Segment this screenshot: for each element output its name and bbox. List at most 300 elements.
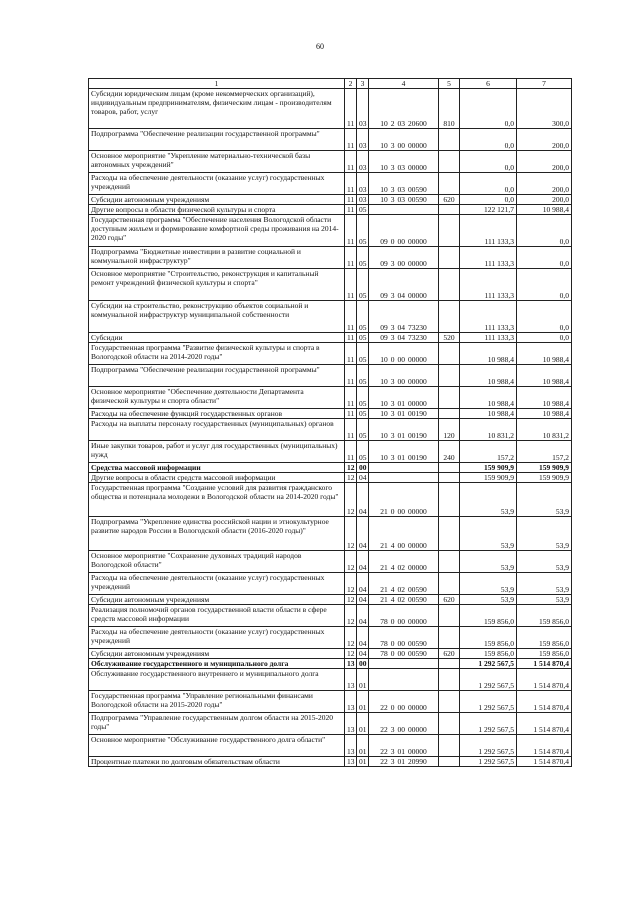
expense-type-code: 620 [439,649,460,659]
code-part: 10 [380,195,388,204]
amount-year-1: 0,0 [460,195,517,205]
row-name: Государственная программа "Развитие физической культуры и спорта в Вологодской области на 2014-2020 годы" [89,343,345,365]
table-row [89,205,572,215]
target-article-code [369,605,439,627]
code-part: 09 [380,291,388,300]
target-article-code [369,473,439,483]
amount-year-2: 1 514 870,4 [517,691,572,713]
code-part: 00 [397,377,405,386]
code-part: 02 [397,563,405,572]
code-part: 78 [380,649,388,658]
subsection-code: 05 [357,205,369,215]
target-article-code [369,669,439,691]
code-part: 0 [390,703,395,712]
section-code: 13 [345,713,357,735]
subsection-code: 05 [357,419,369,441]
amount-year-1: 1 292 567,5 [460,669,517,691]
amount-year-1: 111 133,3 [460,247,517,269]
expense-type-code: 520 [439,333,460,343]
expense-type-code [439,605,460,627]
code-part: 03 [397,185,405,194]
subsection-code: 04 [357,627,369,649]
section-code: 13 [345,735,357,757]
target-article-code [369,387,439,409]
row-name: Средства массовой информации [89,463,345,473]
expense-type-code [439,269,460,301]
subsection-code: 05 [357,343,369,365]
amount-year-2: 53,9 [517,595,572,605]
row-name: Государственная программа "Создание условий для развития гражданского общества и потенциала молодежи в Вологодской области на 2014-2020 годы" [89,483,345,517]
amount-year-2: 1 514 870,4 [517,713,572,735]
code-part: 04 [397,291,405,300]
row-name: Основное мероприятие "Укрепление материально-технической базы автономных учреждений" [89,151,345,173]
row-name: Подпрограмма "Укрепление единства российской нации и этнокультурное развитие народов России в Вологодской области (2016-2020 годы)" [89,517,345,551]
code-part: 00590 [408,585,427,594]
code-part: 10 [380,453,388,462]
code-part: 09 [380,259,388,268]
row-name: Расходы на обеспечение деятельности (оказание услуг) государственных учреждений [89,173,345,195]
code-part: 00000 [408,399,427,408]
code-part: 00000 [408,377,427,386]
table-row [89,483,572,517]
subsection-code: 05 [357,301,369,333]
code-part: 00 [397,141,405,150]
code-part: 21 [380,585,388,594]
section-code: 12 [345,573,357,595]
expense-type-code [439,129,460,151]
code-part: 0 [390,355,395,364]
code-part: 3 [390,431,395,440]
subsection-code: 01 [357,757,369,767]
code-part: 01 [397,431,405,440]
section-code: 11 [345,215,357,247]
code-part: 00000 [408,747,427,756]
code-part: 01 [397,399,405,408]
expense-type-code [439,517,460,551]
amount-year-1: 157,2 [460,441,517,463]
code-part: 00000 [408,541,427,550]
row-name: Субсидии на строительство, реконструкцию объектов социальной и коммунальной инфраструктур муниципальной собственности [89,301,345,333]
expense-type-code: 240 [439,441,460,463]
column-header: 5 [439,79,460,89]
expense-type-code: 120 [439,419,460,441]
section-code: 11 [345,89,357,129]
table-row [89,89,572,129]
code-part: 00590 [408,195,427,204]
code-part: 00190 [408,431,427,440]
code-part: 4 [390,595,395,604]
row-name: Иные закупки товаров, работ и услуг для государственных (муниципальных) нужд [89,441,345,463]
table-row [89,659,572,669]
row-name: Субсидии автономным учреждениям [89,649,345,659]
target-article-code [369,173,439,195]
subsection-code: 04 [357,605,369,627]
target-article-code [369,713,439,735]
code-part: 22 [380,703,388,712]
code-part: 21 [380,541,388,550]
code-part: 00590 [408,185,427,194]
subsection-code: 05 [357,409,369,419]
code-part: 22 [380,725,388,734]
amount-year-1: 159 856,0 [460,605,517,627]
code-part: 00 [397,507,405,516]
table-row [89,441,572,463]
expense-type-code [439,173,460,195]
amount-year-2: 0,0 [517,269,572,301]
target-article-code [369,551,439,573]
code-part: 00000 [408,237,427,246]
section-code: 11 [345,333,357,343]
code-part: 00 [397,649,405,658]
code-part: 22 [380,747,388,756]
amount-year-2: 159 909,9 [517,473,572,483]
code-part: 21 [380,563,388,572]
code-part: 10 [380,185,388,194]
section-code: 12 [345,473,357,483]
amount-year-1: 1 292 567,5 [460,691,517,713]
code-part: 00 [397,725,405,734]
row-name: Подпрограмма "Управление государственным долгом области на 2015-2020 годы" [89,713,345,735]
budget-table [88,78,572,767]
amount-year-1: 1 292 567,5 [460,735,517,757]
table-row [89,301,572,333]
code-part: 04 [397,323,405,332]
row-name: Расходы на обеспечение деятельности (оказание услуг) государственных учреждений [89,627,345,649]
subsection-code: 05 [357,333,369,343]
row-name: Расходы на обеспечение функций государственных органов [89,409,345,419]
code-part: 00000 [408,703,427,712]
code-part: 00000 [408,617,427,626]
table-row [89,735,572,757]
code-part: 10 [380,431,388,440]
code-part: 00000 [408,291,427,300]
code-part: 10 [380,141,388,150]
subsection-code: 05 [357,441,369,463]
amount-year-1: 111 133,3 [460,215,517,247]
row-name: Другие вопросы в области физической культуры и спорта [89,205,345,215]
code-part: 00 [397,237,405,246]
subsection-code: 05 [357,365,369,387]
target-article-code [369,757,439,767]
amount-year-1: 53,9 [460,573,517,595]
subsection-code: 01 [357,669,369,691]
expense-type-code [439,473,460,483]
section-code: 12 [345,627,357,649]
code-part: 4 [390,541,395,550]
amount-year-1: 1 292 567,5 [460,659,517,669]
expense-type-code [439,735,460,757]
code-part: 00000 [408,563,427,572]
code-part: 00190 [408,453,427,462]
row-name: Подпрограмма "Обеспечение реализации государственной программы" [89,365,345,387]
table-row [89,463,572,473]
table-row [89,173,572,195]
code-part: 3 [390,195,395,204]
amount-year-2: 200,0 [517,151,572,173]
expense-type-code [439,409,460,419]
row-name: Субсидии автономным учреждениям [89,195,345,205]
table-row [89,627,572,649]
subsection-code: 03 [357,195,369,205]
amount-year-2: 159 909,9 [517,463,572,473]
page-number: 60 [316,42,324,51]
amount-year-2: 1 514 870,4 [517,735,572,757]
table-row [89,409,572,419]
target-article-code [369,517,439,551]
amount-year-2: 200,0 [517,195,572,205]
code-part: 10 [380,399,388,408]
code-part: 3 [390,453,395,462]
code-part: 3 [390,725,395,734]
table-row [89,595,572,605]
code-part: 00000 [408,725,427,734]
amount-year-1: 10 831,2 [460,419,517,441]
code-part: 4 [390,585,395,594]
amount-year-1: 159 909,9 [460,473,517,483]
code-part: 01 [397,409,405,418]
amount-year-1: 53,9 [460,517,517,551]
section-code: 11 [345,301,357,333]
amount-year-2: 1 514 870,4 [517,669,572,691]
code-part: 00590 [408,639,427,648]
subsection-code: 03 [357,151,369,173]
expense-type-code [439,247,460,269]
amount-year-2: 53,9 [517,551,572,573]
code-part: 10 [380,377,388,386]
amount-year-1: 53,9 [460,483,517,517]
table-row [89,757,572,767]
target-article-code [369,483,439,517]
section-code: 11 [345,173,357,195]
target-article-code [369,247,439,269]
amount-year-1: 111 133,3 [460,269,517,301]
subsection-code: 04 [357,473,369,483]
expense-type-code: 810 [439,89,460,129]
code-part: 3 [390,185,395,194]
code-part: 10 [380,163,388,172]
subsection-code: 04 [357,649,369,659]
amount-year-2: 10 988,4 [517,205,572,215]
amount-year-1: 10 988,4 [460,387,517,409]
expense-type-code: 620 [439,195,460,205]
subsection-code: 05 [357,215,369,247]
row-name: Другие вопросы в области средств массовой информации [89,473,345,483]
target-article-code [369,659,439,669]
amount-year-2: 157,2 [517,441,572,463]
section-code: 11 [345,409,357,419]
code-part: 21 [380,595,388,604]
target-article-code [369,649,439,659]
expense-type-code [439,573,460,595]
code-part: 20600 [408,119,427,128]
row-name: Подпрограмма "Обеспечение реализации государственной программы" [89,129,345,151]
target-article-code [369,89,439,129]
subsection-code: 00 [357,659,369,669]
code-part: 10 [380,119,388,128]
code-part: 00590 [408,595,427,604]
section-code: 13 [345,691,357,713]
table-row [89,691,572,713]
expense-type-code [439,387,460,409]
code-part: 3 [390,747,395,756]
subsection-code: 05 [357,269,369,301]
code-part: 00000 [408,259,427,268]
code-part: 04 [397,333,405,342]
row-name: Субсидии [89,333,345,343]
code-part: 0 [390,237,395,246]
code-part: 78 [380,617,388,626]
code-part: 3 [390,291,395,300]
amount-year-1: 10 988,4 [460,343,517,365]
amount-year-2: 53,9 [517,517,572,551]
column-header: 7 [517,79,572,89]
subsection-code: 03 [357,89,369,129]
amount-year-1: 159 909,9 [460,463,517,473]
section-code: 12 [345,595,357,605]
section-code: 11 [345,365,357,387]
row-name: Субсидии юридическим лицам (кроме некоммерческих организаций), индивидуальным предпринимателям, физическим лицам - производителям товаров, работ, услуг [89,89,345,129]
code-part: 03 [397,195,405,204]
code-part: 02 [397,595,405,604]
amount-year-1: 0,0 [460,89,517,129]
code-part: 00000 [408,355,427,364]
expense-type-code [439,691,460,713]
amount-year-2: 10 988,4 [517,343,572,365]
amount-year-1: 10 988,4 [460,365,517,387]
code-part: 00590 [408,649,427,658]
amount-year-2: 0,0 [517,247,572,269]
code-part: 00 [397,541,405,550]
table-row [89,129,572,151]
row-name: Подпрограмма "Бюджетные инвестиции в развитие социальной и коммунальной инфраструктур" [89,247,345,269]
subsection-code: 04 [357,573,369,595]
column-header: 3 [357,79,369,89]
amount-year-1: 53,9 [460,551,517,573]
row-name: Обслуживание государственного и муниципального долга [89,659,345,669]
table-header-row [89,79,572,89]
amount-year-2: 0,0 [517,215,572,247]
amount-year-2: 159 856,0 [517,627,572,649]
target-article-code [369,195,439,205]
amount-year-2: 1 514 870,4 [517,659,572,669]
amount-year-1: 53,9 [460,595,517,605]
row-name: Основное мероприятие "Обеспечение деятельности Департамента физической культуры и спорта области" [89,387,345,409]
expense-type-code [439,365,460,387]
code-part: 0 [390,617,395,626]
section-code: 12 [345,551,357,573]
section-code: 12 [345,649,357,659]
section-code: 13 [345,659,357,669]
table-row [89,365,572,387]
row-name: Процентные платежи по долговым обязательствам области [89,757,345,767]
table-row [89,669,572,691]
table-row [89,573,572,595]
code-part: 10 [380,409,388,418]
section-code: 11 [345,205,357,215]
row-name: Государственная программа "Обеспечение населения Вологодской области доступным жильем и формирование комфортной среды проживания на 2014-2020 годы" [89,215,345,247]
code-part: 01 [397,453,405,462]
target-article-code [369,595,439,605]
table-row [89,551,572,573]
code-part: 0 [390,639,395,648]
amount-year-2: 53,9 [517,483,572,517]
table-row [89,387,572,409]
code-part: 09 [380,237,388,246]
amount-year-1: 1 292 567,5 [460,713,517,735]
table-row [89,247,572,269]
amount-year-1: 159 856,0 [460,627,517,649]
expense-type-code [439,659,460,669]
amount-year-1: 10 988,4 [460,409,517,419]
code-part: 02 [397,585,405,594]
column-header: 1 [89,79,345,89]
code-part: 00 [397,617,405,626]
row-name: Обслуживание государственного внутреннего и муниципального долга [89,669,345,691]
code-part: 3 [390,399,395,408]
expense-type-code [439,343,460,365]
code-part: 0 [390,507,395,516]
row-name: Реализация полномочий органов государственной власти области в сфере средств массовой информации [89,605,345,627]
column-header: 4 [369,79,439,89]
expense-type-code [439,463,460,473]
code-part: 09 [380,333,388,342]
amount-year-1: 0,0 [460,151,517,173]
section-code: 11 [345,441,357,463]
target-article-code [369,735,439,757]
amount-year-1: 111 133,3 [460,301,517,333]
code-part: 0 [390,649,395,658]
code-part: 00000 [408,163,427,172]
table-row [89,605,572,627]
section-code: 11 [345,343,357,365]
subsection-code: 04 [357,595,369,605]
table-row [89,333,572,343]
amount-year-1: 122 121,7 [460,205,517,215]
subsection-code: 04 [357,551,369,573]
row-name: Государственная программа "Управление региональными финансами Вологодской области на 2015-2020 годы" [89,691,345,713]
code-part: 3 [390,757,395,766]
section-code: 11 [345,195,357,205]
code-part: 00 [397,703,405,712]
section-code: 11 [345,269,357,301]
section-code: 13 [345,757,357,767]
row-name: Субсидии автономным учреждениям [89,595,345,605]
section-code: 12 [345,463,357,473]
code-part: 03 [397,119,405,128]
table-row [89,269,572,301]
amount-year-2: 200,0 [517,173,572,195]
table-row [89,195,572,205]
code-part: 73230 [408,323,427,332]
code-part: 73230 [408,333,427,342]
expense-type-code [439,551,460,573]
expense-type-code [439,151,460,173]
target-article-code [369,409,439,419]
target-article-code [369,365,439,387]
subsection-code: 03 [357,129,369,151]
subsection-code: 04 [357,517,369,551]
code-part: 3 [390,259,395,268]
section-code: 13 [345,669,357,691]
subsection-code: 00 [357,463,369,473]
table-row [89,649,572,659]
target-article-code [369,129,439,151]
code-part: 00 [397,259,405,268]
code-part: 03 [397,163,405,172]
code-part: 00 [397,355,405,364]
amount-year-2: 10 988,4 [517,387,572,409]
amount-year-1: 0,0 [460,173,517,195]
